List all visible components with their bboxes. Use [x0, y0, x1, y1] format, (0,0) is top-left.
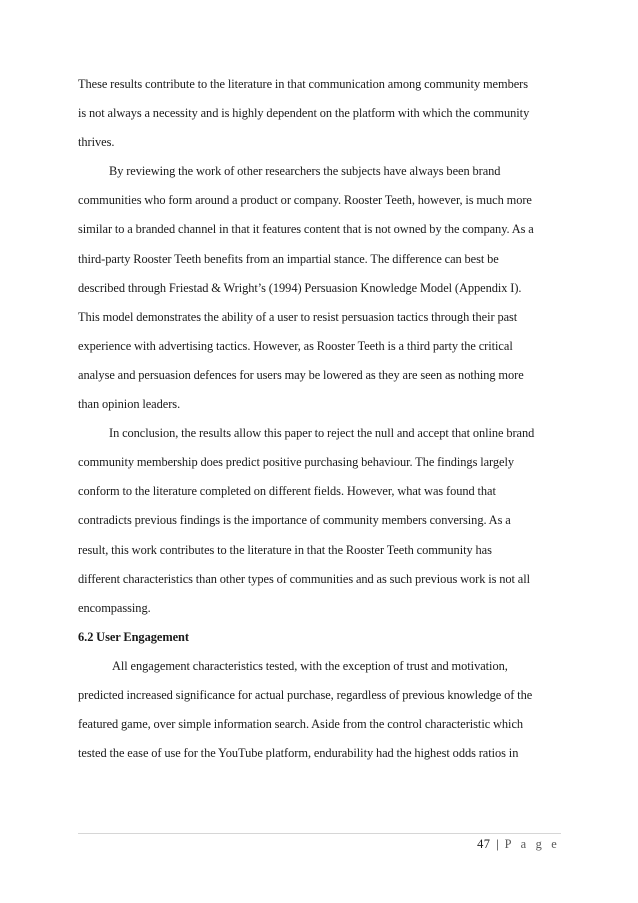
text-line: similar to a branded channel in that it features content that is not owned by the company. As a — [78, 222, 534, 237]
page-label: P a g e — [504, 837, 560, 851]
text-line: These results contribute to the literature in that communication among community members — [78, 77, 529, 91]
page-footer — [477, 837, 560, 852]
text-line: community membership does predict positive purchasing behaviour. The findings largely — [78, 455, 515, 470]
text-line: In conclusion, the results allow this paper to reject the null and accept that online brand — [109, 426, 535, 441]
footer-divider — [78, 833, 561, 834]
text-line: thrives. — [78, 135, 115, 150]
paragraph-1 — [78, 70, 568, 157]
text-line: analyse and persuasion defences for users may be lowered as they are seen as nothing more — [78, 367, 524, 382]
paragraph-3 — [78, 419, 568, 623]
text-line: encompassing. — [78, 600, 151, 615]
body-text — [78, 70, 568, 768]
text-line: This model demonstrates the ability of a user to resist persuasion tactics through their past — [78, 309, 518, 324]
text-line: communities who form around a product or company. Rooster Teeth, however, is much more — [78, 193, 532, 208]
text-line: contradicts previous findings is the importance of community members conversing. As a — [78, 513, 511, 528]
text-line: third-party Rooster Teeth benefits from an impartial stance. The difference can best be — [78, 251, 499, 266]
text-line: tested the ease of use for the YouTube platform, endurability had the highest odds ratios in — [78, 746, 519, 761]
section-heading: 6.2 User Engagement — [78, 629, 189, 644]
text-line: described through Friestad & Wright’s (1994) Persuasion Knowledge Model (Appendix I). — [78, 280, 522, 295]
text-line: All engagement characteristics tested, with the exception of trust and motivation, — [112, 658, 508, 673]
paragraph-2 — [78, 157, 568, 419]
text-line: conform to the literature completed on different fields. However, what was found that — [78, 484, 496, 499]
text-line: result, this work contributes to the literature in that the Rooster Teeth community has — [78, 542, 492, 557]
text-line: featured game, over simple information search. Aside from the control characteristic which — [78, 717, 524, 732]
footer-separator: | — [496, 837, 500, 851]
text-line: By reviewing the work of other researchers the subjects have always been brand — [109, 164, 501, 179]
section-paragraph — [78, 652, 568, 768]
text-line: different characteristics than other types of communities and as such previous work is not all — [78, 571, 530, 586]
text-line: is not always a necessity and is highly dependent on the platform with which the community — [78, 106, 530, 121]
text-line: than opinion leaders. — [78, 397, 181, 412]
page-number: 47 — [477, 837, 491, 851]
text-line: experience with advertising tactics. However, as Rooster Teeth is a third party the critical — [78, 338, 513, 353]
text-line: predicted increased significance for actual purchase, regardless of previous knowledge of the — [78, 687, 533, 702]
